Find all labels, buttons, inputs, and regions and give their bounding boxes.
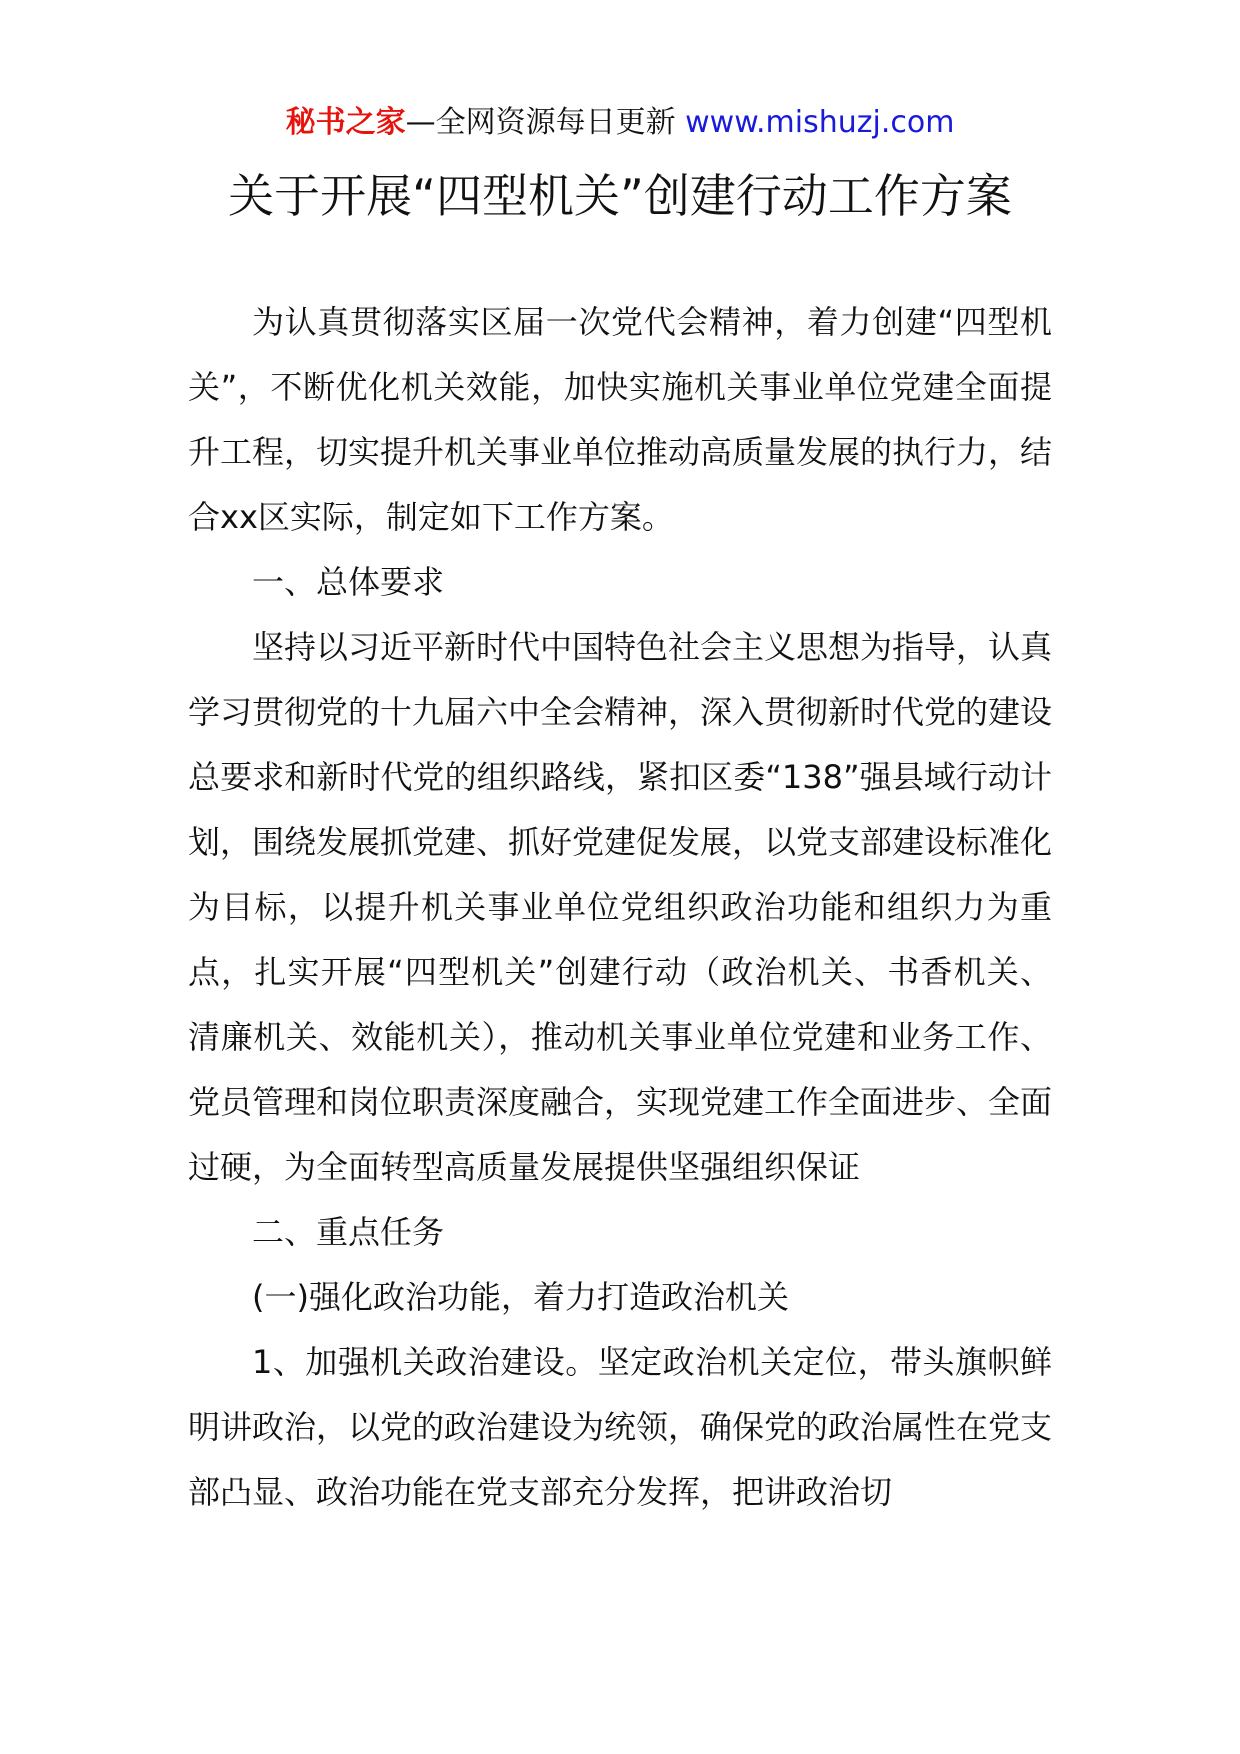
site-brand: 秘书之家	[285, 105, 406, 140]
section-heading-key-tasks: 二、重点任务	[252, 1213, 445, 1251]
site-url-link[interactable]: www.mishuzj.com	[685, 105, 955, 140]
paragraph-political-building: 1、加强机关政治建设。坚定政治机关定位，带头旗帜鲜明讲政治，以党的政治建设为统领，确保党的政治属性在党支部凸显、政治功能在党支部充分发挥，把讲政治切	[188, 1343, 1053, 1511]
site-tagline: —全网资源每日更新	[405, 105, 676, 140]
subsection-heading-political-organ: (一)强化政治功能，着力打造政治机关	[252, 1278, 789, 1316]
paragraph-intro: 为认真贯彻落实区届一次党代会精神，着力创建“四型机关”，不断优化机关效能，加快实施机关事业单位党建全面提升工程，切实提升机关事业单位推动高质量发展的执行力，结合xx区实际，制定如下工作方案。	[188, 303, 1053, 536]
document-body	[188, 290, 1052, 1525]
document-title: 关于开展“四型机关”创建行动工作方案	[228, 169, 1012, 223]
section-heading-general-requirements: 一、总体要求	[252, 563, 445, 601]
site-header	[0, 100, 1240, 146]
paragraph-general-requirements: 坚持以习近平新时代中国特色社会主义思想为指导，认真学习贯彻党的十九届六中全会精神，深入贯彻新时代党的建设总要求和新时代党的组织路线，紧扣区委“138”强县域行动计划，围绕发展抓党建、抓好党建促发展，以党支部建设标准化为目标，以提升机关事业单位党组织政治功能和组织力为重点，扎实开展“四型机关”创建行动（政治机关、书香机关、清廉机关、效能机关），推动机关事业单位党建和业务工作、党员管理和岗位职责深度融合，实现党建工作全面进步、全面过硬，为全面转型高质量发展提供坚强组织保证	[188, 628, 1053, 1186]
